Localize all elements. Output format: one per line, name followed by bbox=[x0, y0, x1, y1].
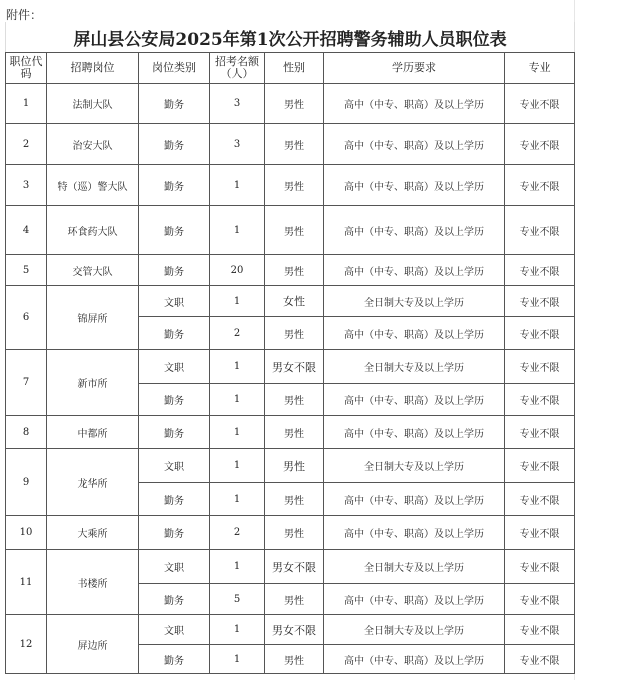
cell-category: 勤务 bbox=[139, 124, 210, 165]
cell-code: 4 bbox=[6, 206, 47, 255]
cell-gender: 男性 bbox=[265, 165, 324, 206]
cell-major: 专业不限 bbox=[505, 84, 575, 124]
cell-post: 书楼所 bbox=[47, 550, 139, 615]
cell-code: 8 bbox=[6, 416, 47, 449]
table-row bbox=[6, 124, 575, 165]
cell-post: 环食药大队 bbox=[47, 206, 139, 255]
cell-education: 高中（中专、职高）及以上学历 bbox=[324, 384, 505, 416]
header-row bbox=[6, 53, 575, 84]
cell-gender: 男性 bbox=[265, 124, 324, 165]
cell-code: 10 bbox=[6, 516, 47, 550]
cell-major: 专业不限 bbox=[505, 550, 575, 584]
cell-code: 3 bbox=[6, 165, 47, 206]
job-positions-table bbox=[5, 22, 575, 674]
cell-education: 高中（中专、职高）及以上学历 bbox=[324, 584, 505, 615]
cell-count: 1 bbox=[210, 384, 265, 416]
cell-gender: 男性 bbox=[265, 317, 324, 350]
cell-category: 勤务 bbox=[139, 165, 210, 206]
cell-post: 法制大队 bbox=[47, 84, 139, 124]
cell-post: 大乘所 bbox=[47, 516, 139, 550]
cell-major: 专业不限 bbox=[505, 165, 575, 206]
cell-gender: 男性 bbox=[265, 483, 324, 516]
cell-count: 2 bbox=[210, 317, 265, 350]
cell-education: 高中（中专、职高）及以上学历 bbox=[324, 84, 505, 124]
cell-count: 1 bbox=[210, 550, 265, 584]
cell-education: 高中（中专、职高）及以上学历 bbox=[324, 516, 505, 550]
cell-post: 龙华所 bbox=[47, 449, 139, 516]
cell-major: 专业不限 bbox=[505, 206, 575, 255]
cell-gender: 男性 bbox=[265, 206, 324, 255]
cell-post: 屏边所 bbox=[47, 615, 139, 674]
table-row bbox=[6, 206, 575, 255]
header-major: 专业 bbox=[505, 53, 575, 84]
cell-education: 全日制大专及以上学历 bbox=[324, 286, 505, 317]
cell-education: 高中（中专、职高）及以上学历 bbox=[324, 483, 505, 516]
cell-code: 2 bbox=[6, 124, 47, 165]
cell-gender: 男性 bbox=[265, 645, 324, 674]
header-post: 招聘岗位 bbox=[47, 53, 139, 84]
cell-major: 专业不限 bbox=[505, 317, 575, 350]
cell-count: 1 bbox=[210, 449, 265, 483]
cell-education: 全日制大专及以上学历 bbox=[324, 550, 505, 584]
cell-category: 勤务 bbox=[139, 645, 210, 674]
cell-education: 高中（中专、职高）及以上学历 bbox=[324, 416, 505, 449]
cell-major: 专业不限 bbox=[505, 255, 575, 286]
cell-category: 文职 bbox=[139, 286, 210, 317]
cell-post: 交管大队 bbox=[47, 255, 139, 286]
table-title: 屏山县公安局2025年第1次公开招聘警务辅助人员职位表 bbox=[6, 22, 575, 53]
cell-gender: 男性 bbox=[265, 416, 324, 449]
cell-count: 1 bbox=[210, 350, 265, 384]
cell-gender: 男性 bbox=[265, 449, 324, 483]
cell-category: 文职 bbox=[139, 350, 210, 384]
cell-category: 勤务 bbox=[139, 255, 210, 286]
table-row bbox=[6, 84, 575, 124]
cell-count: 1 bbox=[210, 615, 265, 645]
cell-category: 文职 bbox=[139, 550, 210, 584]
cell-major: 专业不限 bbox=[505, 584, 575, 615]
cell-education: 高中（中专、职高）及以上学历 bbox=[324, 124, 505, 165]
cell-count: 1 bbox=[210, 416, 265, 449]
cell-education: 高中（中专、职高）及以上学历 bbox=[324, 645, 505, 674]
cell-post: 中都所 bbox=[47, 416, 139, 449]
cell-education: 高中（中专、职高）及以上学历 bbox=[324, 317, 505, 350]
cell-major: 专业不限 bbox=[505, 350, 575, 384]
cell-code: 7 bbox=[6, 350, 47, 416]
cell-count: 3 bbox=[210, 84, 265, 124]
cell-major: 专业不限 bbox=[505, 645, 575, 674]
header-count: 招考名额（人） bbox=[210, 53, 265, 84]
cell-gender: 男女不限 bbox=[265, 550, 324, 584]
cell-post: 新市所 bbox=[47, 350, 139, 416]
cell-count: 3 bbox=[210, 124, 265, 165]
cell-category: 勤务 bbox=[139, 84, 210, 124]
table-row bbox=[6, 550, 575, 584]
cell-gender: 男女不限 bbox=[265, 615, 324, 645]
table-row bbox=[6, 449, 575, 483]
table-row bbox=[6, 615, 575, 645]
cell-education: 高中（中专、职高）及以上学历 bbox=[324, 255, 505, 286]
cell-post: 治安大队 bbox=[47, 124, 139, 165]
cell-major: 专业不限 bbox=[505, 286, 575, 317]
cell-code: 6 bbox=[6, 286, 47, 350]
cell-gender: 男性 bbox=[265, 516, 324, 550]
cell-major: 专业不限 bbox=[505, 483, 575, 516]
attachment-label: 附件： bbox=[6, 8, 43, 22]
cell-gender: 男性 bbox=[265, 584, 324, 615]
cell-category: 勤务 bbox=[139, 206, 210, 255]
table-row bbox=[6, 255, 575, 286]
cell-major: 专业不限 bbox=[505, 124, 575, 165]
cell-major: 专业不限 bbox=[505, 516, 575, 550]
table-row bbox=[6, 516, 575, 550]
cell-count: 2 bbox=[210, 516, 265, 550]
cell-count: 1 bbox=[210, 483, 265, 516]
cell-code: 5 bbox=[6, 255, 47, 286]
cell-code: 11 bbox=[6, 550, 47, 615]
cell-count: 1 bbox=[210, 286, 265, 317]
header-category: 岗位类别 bbox=[139, 53, 210, 84]
cell-category: 文职 bbox=[139, 615, 210, 645]
table-row bbox=[6, 165, 575, 206]
cell-gender: 男性 bbox=[265, 384, 324, 416]
cell-category: 文职 bbox=[139, 449, 210, 483]
cell-count: 1 bbox=[210, 645, 265, 674]
cell-count: 5 bbox=[210, 584, 265, 615]
cell-category: 勤务 bbox=[139, 483, 210, 516]
header-education: 学历要求 bbox=[324, 53, 505, 84]
cell-major: 专业不限 bbox=[505, 384, 575, 416]
cell-count: 1 bbox=[210, 165, 265, 206]
cell-gender: 男女不限 bbox=[265, 350, 324, 384]
cell-count: 1 bbox=[210, 206, 265, 255]
cell-code: 9 bbox=[6, 449, 47, 516]
cell-category: 勤务 bbox=[139, 416, 210, 449]
cell-gender: 女性 bbox=[265, 286, 324, 317]
cell-major: 专业不限 bbox=[505, 416, 575, 449]
cell-post: 特（巡）警大队 bbox=[47, 165, 139, 206]
cell-category: 勤务 bbox=[139, 584, 210, 615]
cell-category: 勤务 bbox=[139, 384, 210, 416]
cell-category: 勤务 bbox=[139, 516, 210, 550]
cell-category: 勤务 bbox=[139, 317, 210, 350]
cell-count: 20 bbox=[210, 255, 265, 286]
cell-education: 高中（中专、职高）及以上学历 bbox=[324, 165, 505, 206]
cell-gender: 男性 bbox=[265, 255, 324, 286]
cell-education: 高中（中专、职高）及以上学历 bbox=[324, 206, 505, 255]
header-gender: 性别 bbox=[265, 53, 324, 84]
table-row bbox=[6, 350, 575, 384]
cell-education: 全日制大专及以上学历 bbox=[324, 449, 505, 483]
cell-education: 全日制大专及以上学历 bbox=[324, 350, 505, 384]
cell-major: 专业不限 bbox=[505, 615, 575, 645]
cell-code: 12 bbox=[6, 615, 47, 674]
cell-major: 专业不限 bbox=[505, 449, 575, 483]
header-code: 职位代码 bbox=[6, 53, 47, 84]
table-row bbox=[6, 286, 575, 317]
cell-post: 锦屏所 bbox=[47, 286, 139, 350]
cell-gender: 男性 bbox=[265, 84, 324, 124]
cell-code: 1 bbox=[6, 84, 47, 124]
table-row bbox=[6, 416, 575, 449]
cell-education: 全日制大专及以上学历 bbox=[324, 615, 505, 645]
